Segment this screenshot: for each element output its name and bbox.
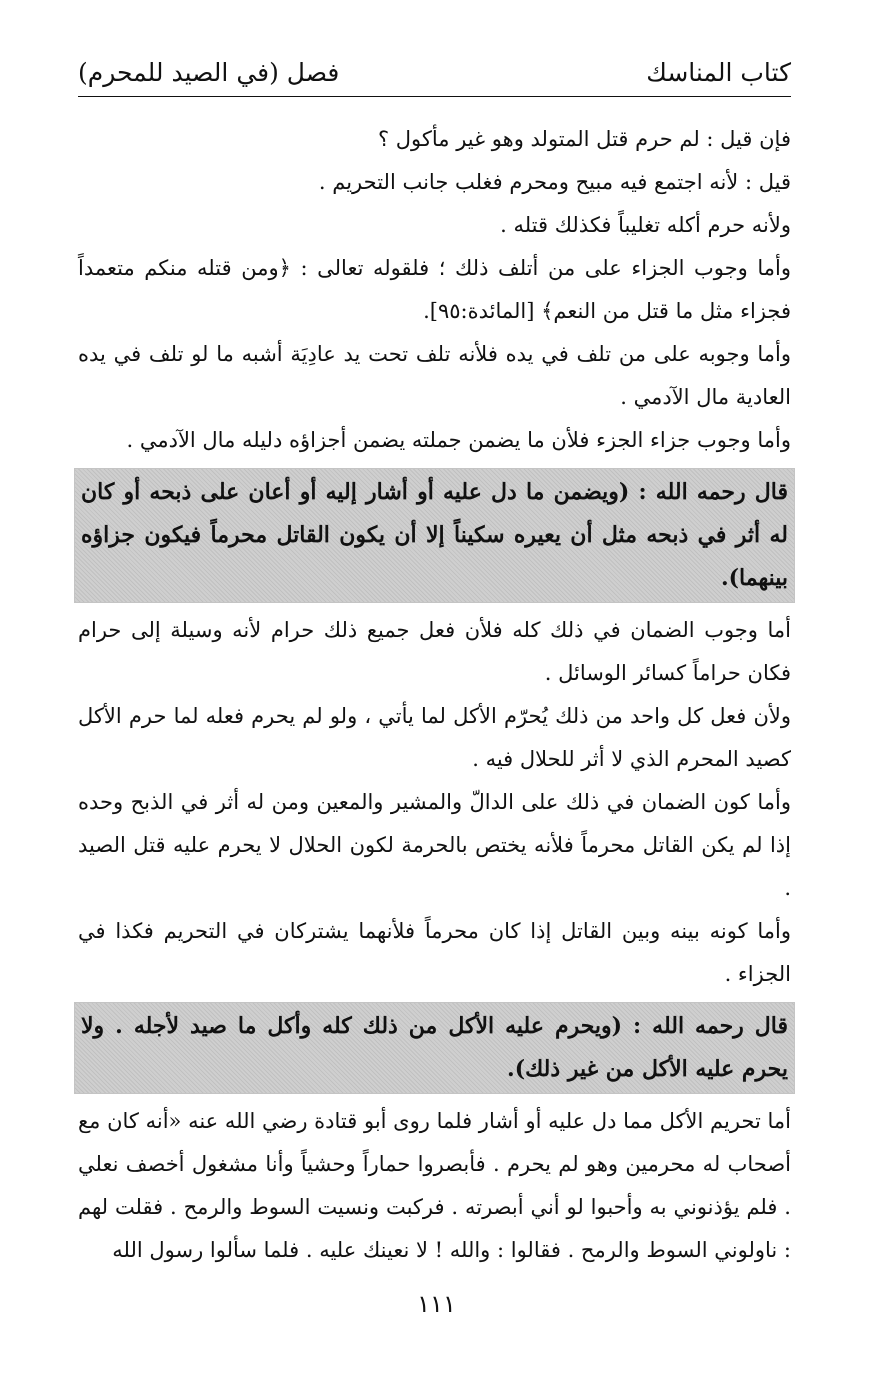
highlighted-quote: قال رحمه الله : (ويضمن ما دل عليه أو أشار إليه أو أعان على ذبحه أو كان له أثر في ذبحه مثل أن يعيره سكيناً إلا أن يكون القاتل محرماً فيكون جزاؤه بينهما). <box>74 468 795 603</box>
paragraph: أما وجوب الضمان في ذلك كله فلأن فعل جميع ذلك حرام لأنه وسيلة إلى حرام فكان حراماً كسائر الوسائل . <box>78 618 791 685</box>
paragraph: قيل : لأنه اجتمع فيه مبيح ومحرم فغلب جانب التحريم . <box>318 170 791 194</box>
paragraph: أما تحريم الأكل مما دل عليه أو أشار فلما روى أبو قتادة رضي الله عنه «أنه كان مع أصحاب له محرمين وهو لم يحرم . فأبصروا حماراً وحشياً وأنا مشغول أخصف نعلي . فلم يؤذنوني به وأحبوا لو أني أبصرته . فركبت ونسيت السوط والرمح . فقلت لهم : ناولوني السوط والرمح . فقالوا : والله ! لا نعينك عليه . فلما سألوا رسول الله <box>78 1109 791 1262</box>
paragraph: ولأن فعل كل واحد من ذلك يُحرّم الأكل لما يأتي ، ولو لم يحرم فعله لما حرم الأكل كصيد المحرم الذي لا أثر للحلال فيه . <box>78 704 791 771</box>
book-title: كتاب المناسك <box>646 57 791 87</box>
paragraph: ولأنه حرم أكله تغليباً فكذلك قتله . <box>500 213 791 237</box>
paragraph: وأما كونه بينه وبين القاتل إذا كان محرماً فلأنهما يشتركان في التحريم فكذا في الجزاء . <box>78 919 791 986</box>
highlighted-quote: قال رحمه الله : (ويحرم عليه الأكل من ذلك كله وأكل ما صيد لأجله . ولا يحرم عليه الأكل من غير ذلك). <box>74 1002 795 1094</box>
page-body <box>78 118 791 1272</box>
chapter-title: فصل (في الصيد للمحرم) <box>78 57 340 87</box>
page-number: ١١١ <box>417 1290 456 1318</box>
paragraph: وأما وجوب الجزاء على من أتلف ذلك ؛ فلقوله تعالى : ﴿ومن قتله منكم متعمداً فجزاء مثل ما قتل من النعم﴾ [المائدة:٩٥]. <box>78 256 791 323</box>
paragraph: وأما وجوب جزاء الجزء فلأن ما يضمن جملته يضمن أجزاؤه دليله مال الآدمي . <box>126 428 791 452</box>
page-header <box>78 48 791 97</box>
paragraph: وأما وجوبه على من تلف في يده فلأنه تلف تحت يد عادِيَة أشبه ما لو تلف في يده العادية مال الآدمي . <box>78 342 791 409</box>
paragraph: فإن قيل : لم حرم قتل المتولد وهو غير مأكول ؟ <box>377 127 791 151</box>
paragraph: وأما كون الضمان في ذلك على الدالّ والمشير والمعين ومن له أثر في الذبح وحده إذا لم يكن القاتل محرماً فلأنه يختص بالحرمة لكون الحلال لا يحرم عليه قتل الصيد . <box>78 790 791 900</box>
